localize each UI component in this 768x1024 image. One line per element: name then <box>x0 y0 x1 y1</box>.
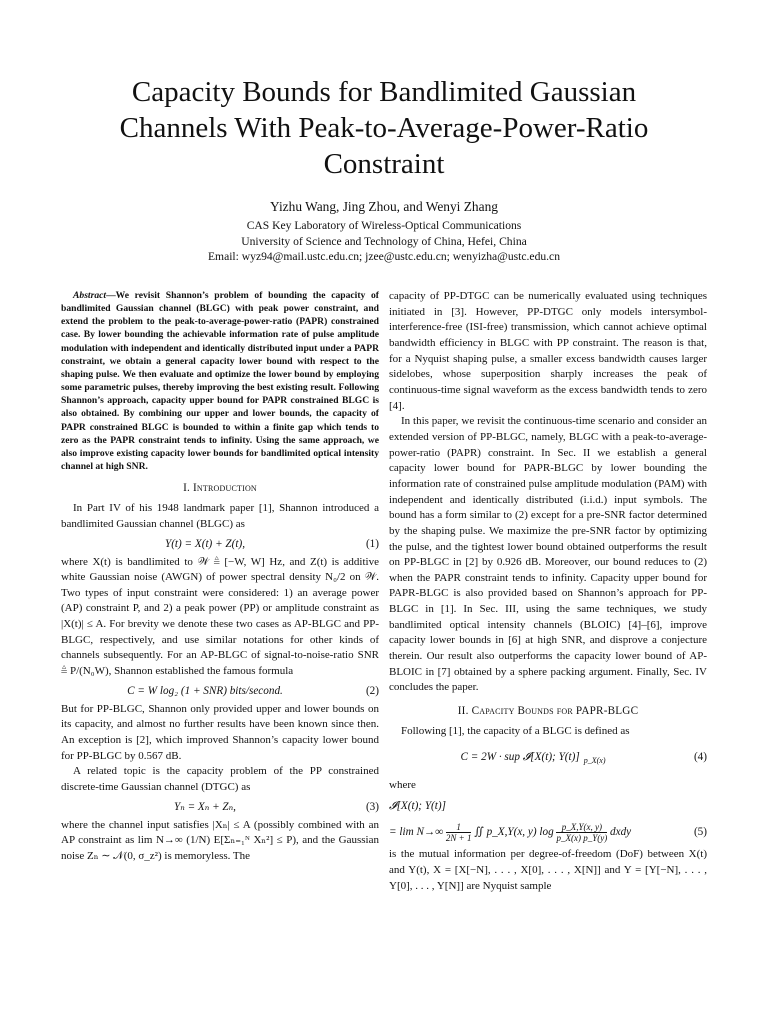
paragraph: In this paper, we revisit the continuous-time scenario and consider an extended version of PP-BLGC, namely, BLGC with a peak-to-average-power-ratio (PAPR) constraint. In Sec. II we establish a general capacity lower bound for PAPR-BLGC by lower bounding the information rate of constrained pulse amplitude modulation (PAM) with independent and identically distributed (i.i.d.) input symbols. The bound has a form similar to (2) except for a pre-SNR factor determined by the shaping pulse. We maximize the pre-SNR factor by optimizing the pulse, and the tightest lower bound obtained outperforms the result on PP-BLGC in [2] by 0.926 dB. Moreover, our bound reduces to (2) when the PAPR constraint tends to infinity. Capacity upper bound for PAPR-BLGC is also provided based on Shannon’s approach for PP-BLGC in [1]. In Sec. III, using the same techniques, we study bandlimited optical intensity channels (BLOIC) [4]–[6], improve capacity lower bounds in [6] at high SNR, and disprove a conjecture therein. Our result also outperforms the capacity lower bound of AP-BLOIC in [7] obtained by a sphere packing argument. Finally, Sec. IV concludes the paper. <box>389 415 707 694</box>
equation-body: Yₙ = Xₙ + Zₙ, <box>174 800 236 813</box>
equation-number: (3) <box>365 800 379 813</box>
fraction-denominator: p_X(x) p_Y(y) <box>556 833 608 844</box>
equation-number: (5) <box>693 826 707 839</box>
equation-body <box>389 740 677 778</box>
affiliation-line: University of Science and Technology of China, Hefei, China <box>241 234 527 248</box>
equation-5 <box>389 817 707 847</box>
differential-term: dxdy <box>610 826 632 839</box>
paragraph: where <box>389 778 416 791</box>
equation-body: Y(t) = X(t) + Z(t), <box>164 537 246 550</box>
equation-1 <box>61 533 379 555</box>
equation-body <box>389 817 677 847</box>
paragraph: is the mutual information per degree-of-freedom (DoF) between X(t) and Y(t), X = [X[−N], . . . , X[0], . . . , X[N]] and Y = [Y[−N], . . . , Y[0], . . . , Y[N]] are Nyquist sample <box>389 848 707 892</box>
paragraph: In Part IV of his 1948 landmark paper [1], Shannon introduced a bandlimited Gaussian channel (BLGC) as <box>61 502 379 530</box>
equation-number: (1) <box>365 537 379 550</box>
equation-2 <box>61 680 379 702</box>
abstract-text: —We revisit Shannon’s problem of bounding the capacity of bandlimited Gaussian channel (BLGC) with peak power constraint, and extend the problem to the peak-to-average-power-ratio (PAPR) constrained case. By lower bounding the achievable information rate of pulse amplitude modulation with independent and identically distributed input under a PAPR constraint, we obtain a general capacity lower bound with respect to the shaping pulse. We then evaluate and optimize the lower bound by employing some parametric pulses, thereby improving the best existing result. Following Shannon’s approach, capacity upper bound for PAPR constrained BLGC is also obtained. By combining our upper and lower bounds, the capacity of PAPR constrained BLGC is bounded to within a finite gap which tends to zero as the PAPR constraint tends to infinity. Using the same approach, we also improve existing capacity lower bounds for bandlimited optical intensity channel at high SNR. <box>61 290 379 473</box>
section-heading: I. Introduction <box>183 482 257 495</box>
equation-4 <box>389 740 707 774</box>
fraction-numerator: 1 <box>446 822 472 833</box>
title-line: Capacity Bounds for Bandlimited Gaussian <box>131 76 637 108</box>
section-heading: II. Capacity Bounds for PAPR-BLGC <box>457 705 639 718</box>
fraction-denominator: 2N + 1 <box>445 833 472 844</box>
equation-body: C = W log₂ (1 + SNR) bits/second. <box>127 684 283 697</box>
paragraph: Following [1], the capacity of a BLGC is defined as <box>401 725 630 738</box>
abstract-lead: Abstract <box>73 290 107 301</box>
title-line: Constraint <box>323 148 445 180</box>
fraction-numerator: p_X,Y(x, y) <box>556 822 607 833</box>
paragraph: where X(t) is bandlimited to 𝒲 ≜ [−W, W] Hz, and Z(t) is additive white Gaussian noise (AWGN) of power spectral density N₀/2 on 𝒲. Two types of input constraint were considered: 1) an average power (AP) constraint P, and 2) a peak power (PP) or amplitude constraint as |X(t)| ≤ A. For brevity we denote these two cases as AP-BLGC and PP-BLGC, respectively, and use similar notations for other kinds of channels subsequently. For an AP-BLGC of signal-to-noise-ratio SNR ≜ P/(N₀W), Shannon established the famous formula <box>61 555 379 678</box>
limit-term: = lim N→∞ <box>389 826 444 839</box>
paper-title <box>60 74 708 182</box>
fraction <box>556 822 607 843</box>
equation-3 <box>61 796 379 818</box>
fraction <box>446 822 472 843</box>
abstract <box>61 289 379 473</box>
integral-term: ∬ p_X,Y(x, y) log <box>474 826 554 839</box>
equation-number: (4) <box>693 750 707 763</box>
equation-number: (2) <box>365 684 379 697</box>
author-list: Yizhu Wang, Jing Zhou, and Wenyi Zhang <box>270 199 498 214</box>
equation-main: C = 2W · sup 𝓘[X(t); Y(t)] <box>460 750 580 763</box>
equation-subscript: p_X(x) <box>583 755 606 765</box>
affiliation-line: CAS Key Laboratory of Wireless-Optical Communications <box>246 219 522 232</box>
paragraph: capacity of PP-DTGC can be numerically evaluated using techniques initiated in [3]. However, PP-DTGC only models intersymbol-interference-free (ISI-free) transmission, which cannot achieve optimal bandwidth efficiency in BLGC with PP constraint. The reason is that, for a Nyquist shaping pulse, a smaller excess bandwidth causes larger sidelobes, whose superposition sharply increases the peak of continuous-time signal waveform as the excess bandwidth tends to zero [4]. <box>389 290 707 412</box>
equation-5-lhs <box>389 795 707 817</box>
affiliation-email: Email: wyz94@mail.ustc.edu.cn; jzee@ustc.edu.cn; wenyizha@ustc.edu.cn <box>207 250 561 263</box>
paragraph: A related topic is the capacity problem of the PP constrained discrete-time Gaussian channel (DTGC) as <box>61 765 379 794</box>
right-column <box>389 289 707 894</box>
affiliation-block <box>60 218 708 265</box>
title-line: Channels With Peak-to-Average-Power-Ratio <box>119 112 649 144</box>
equation-body: 𝓘[X(t); Y(t)] <box>389 800 446 813</box>
paragraph: where the channel input satisfies |Xₙ| ≤ A (possibly combined with an AP constraint as lim N→∞ (1/N) E[Σₙ₌₁ᴺ Xₙ²] ≤ P), and the Gaussian noise Zₙ ∼ 𝒩(0, σ_z²) is memoryless. The <box>61 818 379 862</box>
left-column <box>61 289 379 865</box>
paragraph: But for PP-BLGC, Shannon only provided upper and lower bounds on its capacity, and almost no further results have been known since then. An exception is [2], which improved Shannon’s capacity lower bound for PP-BLGC by 0.567 dB. <box>61 702 379 762</box>
